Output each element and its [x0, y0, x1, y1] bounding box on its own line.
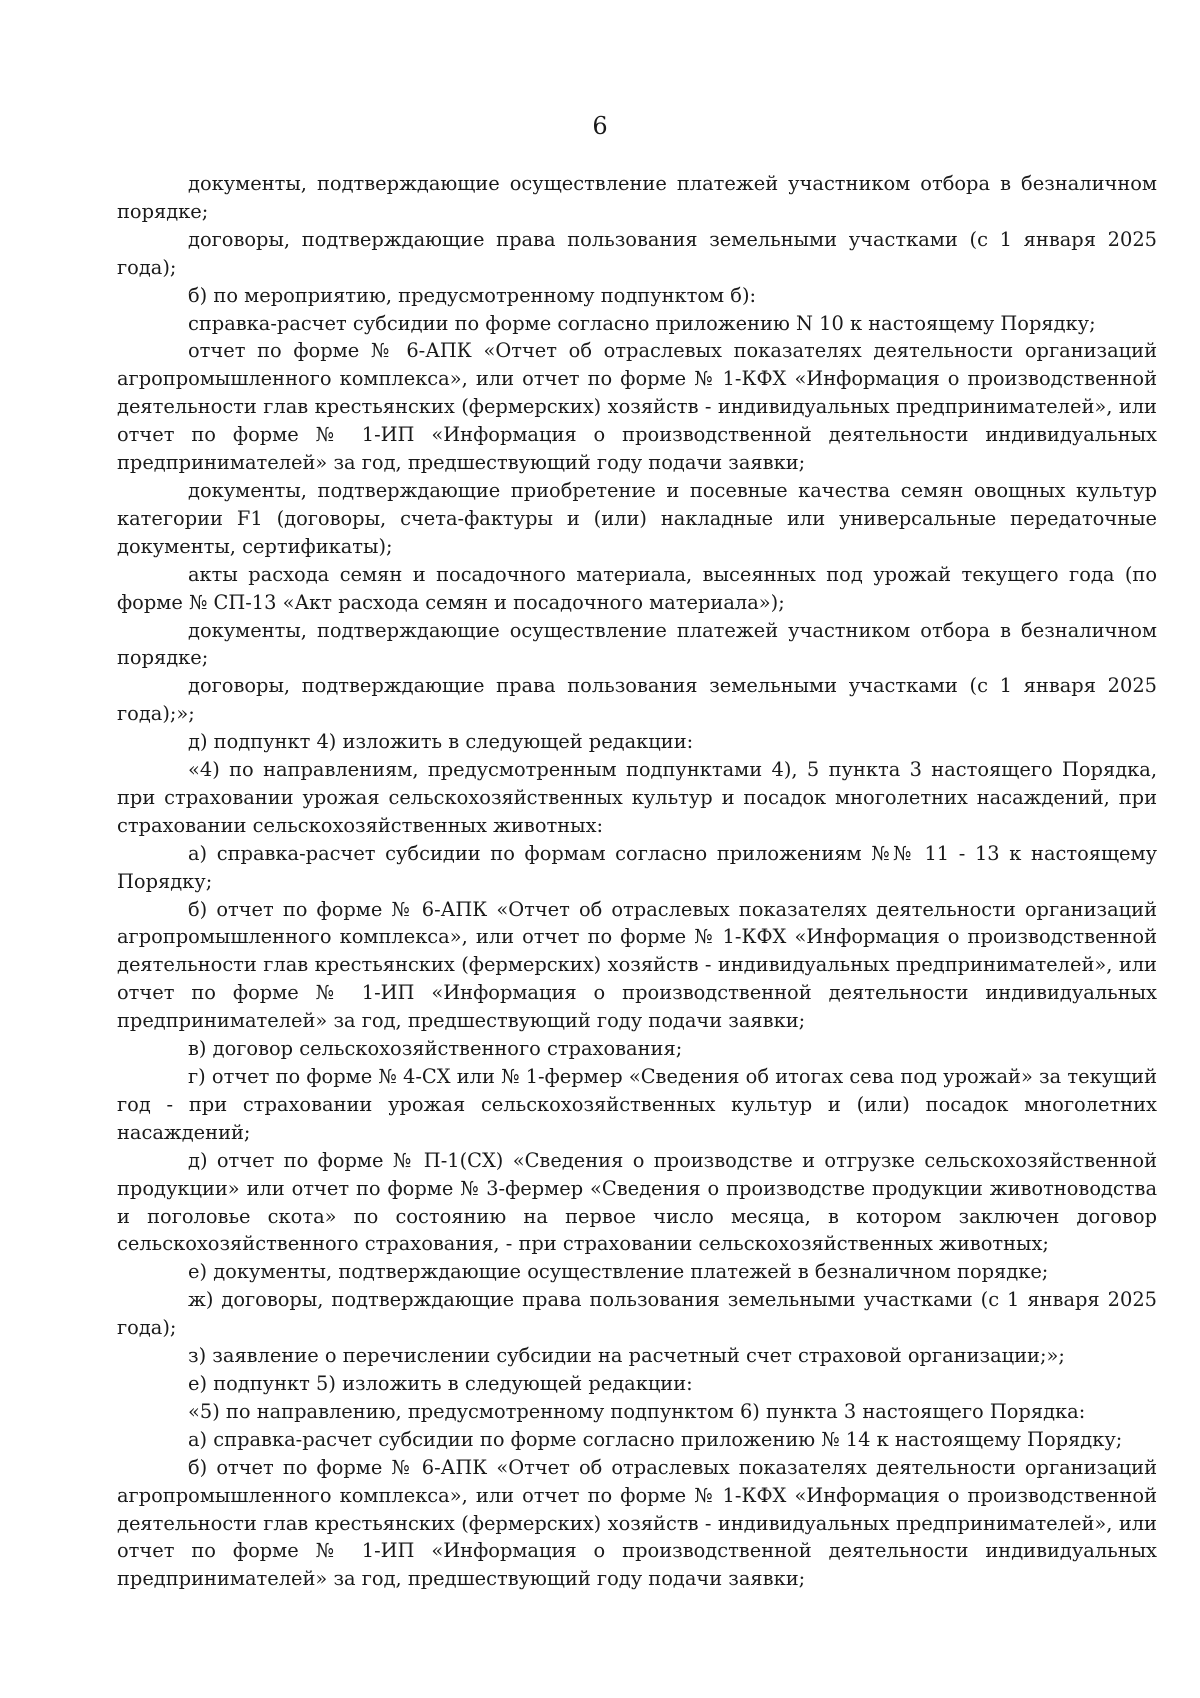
paragraph-20: е) подпункт 5) изложить в следующей редакции:	[188, 1371, 693, 1395]
paragraph-10: д) подпункт 4) изложить в следующей редакции:	[188, 730, 694, 754]
paragraph-7: акты расхода семян и посадочного материала, высеянных под урожай текущего года (по форме № СП-13 «Акт расхода семян и посадочного материала»);	[117, 562, 1157, 614]
paragraph-8: документы, подтверждающие осуществление платежей участником отбора в безналичном порядке;	[117, 618, 1157, 670]
page-number: 6	[592, 112, 608, 140]
paragraph-15: г) отчет по форме № 4-СХ или № 1-фермер «Сведения об итогах сева под урожай» за текущий год - при страховании урожая сельскохозяйственных культур и (или) посадок многолетних насаждений;	[117, 1065, 1157, 1144]
document-body	[117, 170, 1157, 1593]
paragraph-3: б) по мероприятию, предусмотренному подпунктом б):	[188, 283, 757, 307]
paragraph-1: документы, подтверждающие осуществление платежей участником отбора в безналичном порядке;	[117, 172, 1157, 223]
paragraph-4: справка-расчет субсидии по форме согласно приложению N 10 к настоящему Порядку;	[188, 311, 1096, 335]
paragraph-9: договоры, подтверждающие права пользования земельными участками (с 1 января 2025 года);»;	[117, 674, 1157, 726]
paragraph-5: отчет по форме № 6-АПК «Отчет об отраслевых показателях деятельности организаций агропромышленного комплекса», или отчет по форме № 1-КФХ «Информация о производственной деятельности глав крестьянских (фермерских) хозяйств - индивидуальных предпринимателей», или отчет по форме № 1-ИП «Информация о производственной деятельности индивидуальных предпринимателей» за год, предшествующий году подачи заявки;	[117, 339, 1157, 475]
paragraph-16: д) отчет по форме № П-1(СХ) «Сведения о производстве и отгрузке сельскохозяйственной продукции» или отчет по форме № 3-фермер «Сведения о производстве продукции животноводства и поголовье скота» по состоянию на первое число месяца, в котором заключен договор сельскохозяйственного страхования, - при страховании сельскохозяйственных животных;	[117, 1148, 1157, 1256]
paragraph-19: з) заявление о перечислении субсидии на расчетный счет страховой организации;»;	[188, 1344, 1065, 1368]
paragraph-6: документы, подтверждающие приобретение и посевные качества семян овощных культур категории F1 (договоры, счета-фактуры и (или) накладные или универсальные передаточные документы, сертификаты);	[117, 478, 1157, 558]
paragraph-23: б) отчет по форме № 6-АПК «Отчет об отраслевых показателях деятельности организаций агропромышленного комплекса», или отчет по форме № 1-КФХ «Информация о производственной деятельности глав крестьянских (фермерских) хозяйств - индивидуальных предпринимателей», или отчет по форме № 1-ИП «Информация о производственной деятельности индивидуальных предпринимателей» за год, предшествующий году подачи заявки;	[117, 1455, 1157, 1591]
paragraph-13: б) отчет по форме № 6-АПК «Отчет об отраслевых показателях деятельности организаций агропромышленного комплекса», или отчет по форме № 1-КФХ «Информация о производственной деятельности глав крестьянских (фермерских) хозяйств - индивидуальных предпринимателей», или отчет по форме № 1-ИП «Информация о производственной деятельности индивидуальных предпринимателей» за год, предшествующий году подачи заявки;	[117, 897, 1157, 1033]
paragraph-21: «5) по направлению, предусмотренному подпунктом 6) пункта 3 настоящего Порядка:	[188, 1399, 1086, 1423]
paragraph-2: договоры, подтверждающие права пользования земельными участками (с 1 января 2025 года);	[117, 227, 1157, 279]
paragraph-11: «4) по направлениям, предусмотренным подпунктами 4), 5 пункта 3 настоящего Порядка, при страховании урожая сельскохозяйственных культур и посадок многолетних насаждений, при страховании сельскохозяйственных животных:	[117, 758, 1157, 837]
paragraph-22: а) справка-расчет субсидии по форме согласно приложению № 14 к настоящему Порядку;	[188, 1427, 1123, 1451]
paragraph-17: е) документы, подтверждающие осуществление платежей в безналичном порядке;	[188, 1260, 1049, 1284]
paragraph-12: а) справка-расчет субсидии по формам согласно приложениям №№ 11 - 13 к настоящему Порядку;	[117, 841, 1157, 893]
paragraph-14: в) договор сельскохозяйственного страхования;	[188, 1037, 683, 1061]
paragraph-18: ж) договоры, подтверждающие права пользования земельными участками (с 1 января 2025 года);	[117, 1288, 1157, 1340]
